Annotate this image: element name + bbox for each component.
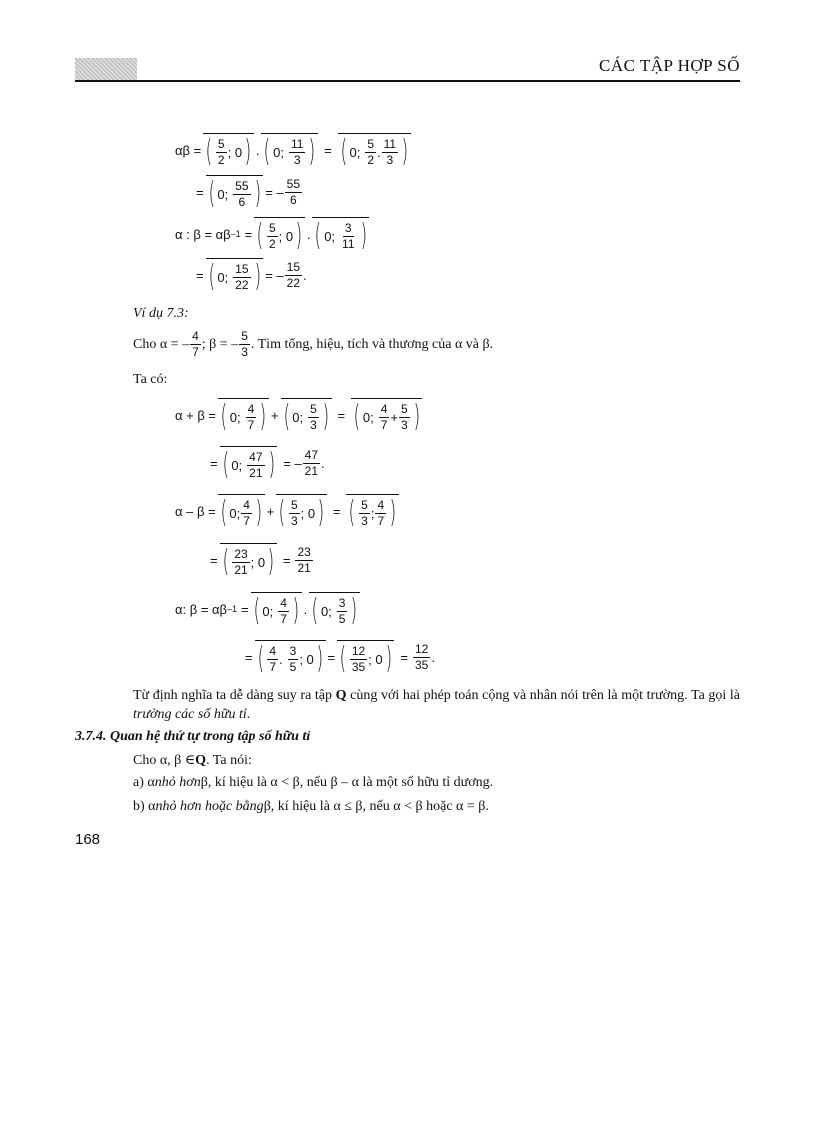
section-heading: 3.7.4. Quan hệ thứ tự trong tập số hữu tỉ bbox=[75, 729, 311, 744]
equation-quotient-result: = ( 0; $\frac{15}{22}$ ) = – $\frac{15}{22}$ . bbox=[196, 259, 307, 294]
equation-quotient-2: α: β = αβ –1 = ( 0; $\frac{4}{7}$ ) . ( 0; $\frac{3}{5}$ ) bbox=[175, 592, 362, 626]
running-header: CÁC TẬP HỢP SỐ bbox=[599, 56, 740, 75]
header-decoration bbox=[75, 58, 137, 80]
header-rule bbox=[75, 80, 740, 82]
equation-product-result: = ( 0; $\frac{55}{6}$ ) = – $\frac{55}{6}$ bbox=[196, 176, 301, 211]
equation-quotient-2-result: = ( $\frac{4}{7}$ . $\frac{3}{5}$ ; 0 ) = ( $\frac{12}{35}$ ; 0 ) = $\frac{12}{35}$ . bbox=[245, 641, 435, 676]
equation-quotient: α : β = αβ –1 = ( $\frac{5}{2}$ ; 0 ) . ( 0; $\frac{3}{11}$ ) bbox=[175, 217, 371, 251]
equation-product: αβ = ( $\frac{5}{2}$ ; 0 ) . ( 0; $\frac{11}{3}$ ) = ( 0; $\frac{5}{2}$ . $\frac{11}{3}$ ) bbox=[175, 133, 413, 167]
equation-difference-result: = ( $\frac{23}{21}$ ; 0 ) = $\frac{23}{21}$ bbox=[210, 544, 311, 579]
equation-sum-result: = ( 0; $\frac{47}{21}$ ) = – $\frac{47}{21}$ . bbox=[210, 447, 325, 482]
page-number: 168 bbox=[75, 831, 101, 848]
example-statement: Cho α = – $\frac{4}{7}$ ; β = – $\frac{5}{3}$ . Tìm tổng, hiệu, tích và thương của α và β. bbox=[133, 329, 494, 359]
conclusion-paragraph: Từ định nghĩa ta dễ dàng suy ra tập Q cùng với hai phép toán cộng và nhân nói trên là một trường. Ta gọi là trường các số hữu tỉ. bbox=[133, 688, 741, 722]
ta-co: Ta có: bbox=[133, 372, 168, 387]
definition-b: b) α nhỏ hơn hoặc bằng β, kí hiệu là α ≤ β, nếu α < β hoặc α = β. bbox=[133, 799, 489, 814]
definition-intro: Cho α, β ∈ Q . Ta nói: bbox=[133, 752, 252, 768]
equation-sum: α + β = ( 0; $\frac{4}{7}$ ) + ( 0; $\frac{5}{3}$ ) = ( 0; $\frac{4}{7}$ + $\frac{5}{3}$ ) bbox=[175, 398, 424, 432]
equation-difference: α – β = ( 0; $\frac{4}{7}$ ) + ( $\frac{5}{3}$ ; 0 ) = ( $\frac{5}{3}$ ; $\frac{4}{7}$ ) bbox=[175, 494, 401, 528]
definition-a: a) α nhỏ hơn β, kí hiệu là α < β, nếu β – α là một số hữu tỉ dương. bbox=[133, 775, 494, 790]
example-label: Ví dụ 7.3: bbox=[133, 306, 189, 321]
